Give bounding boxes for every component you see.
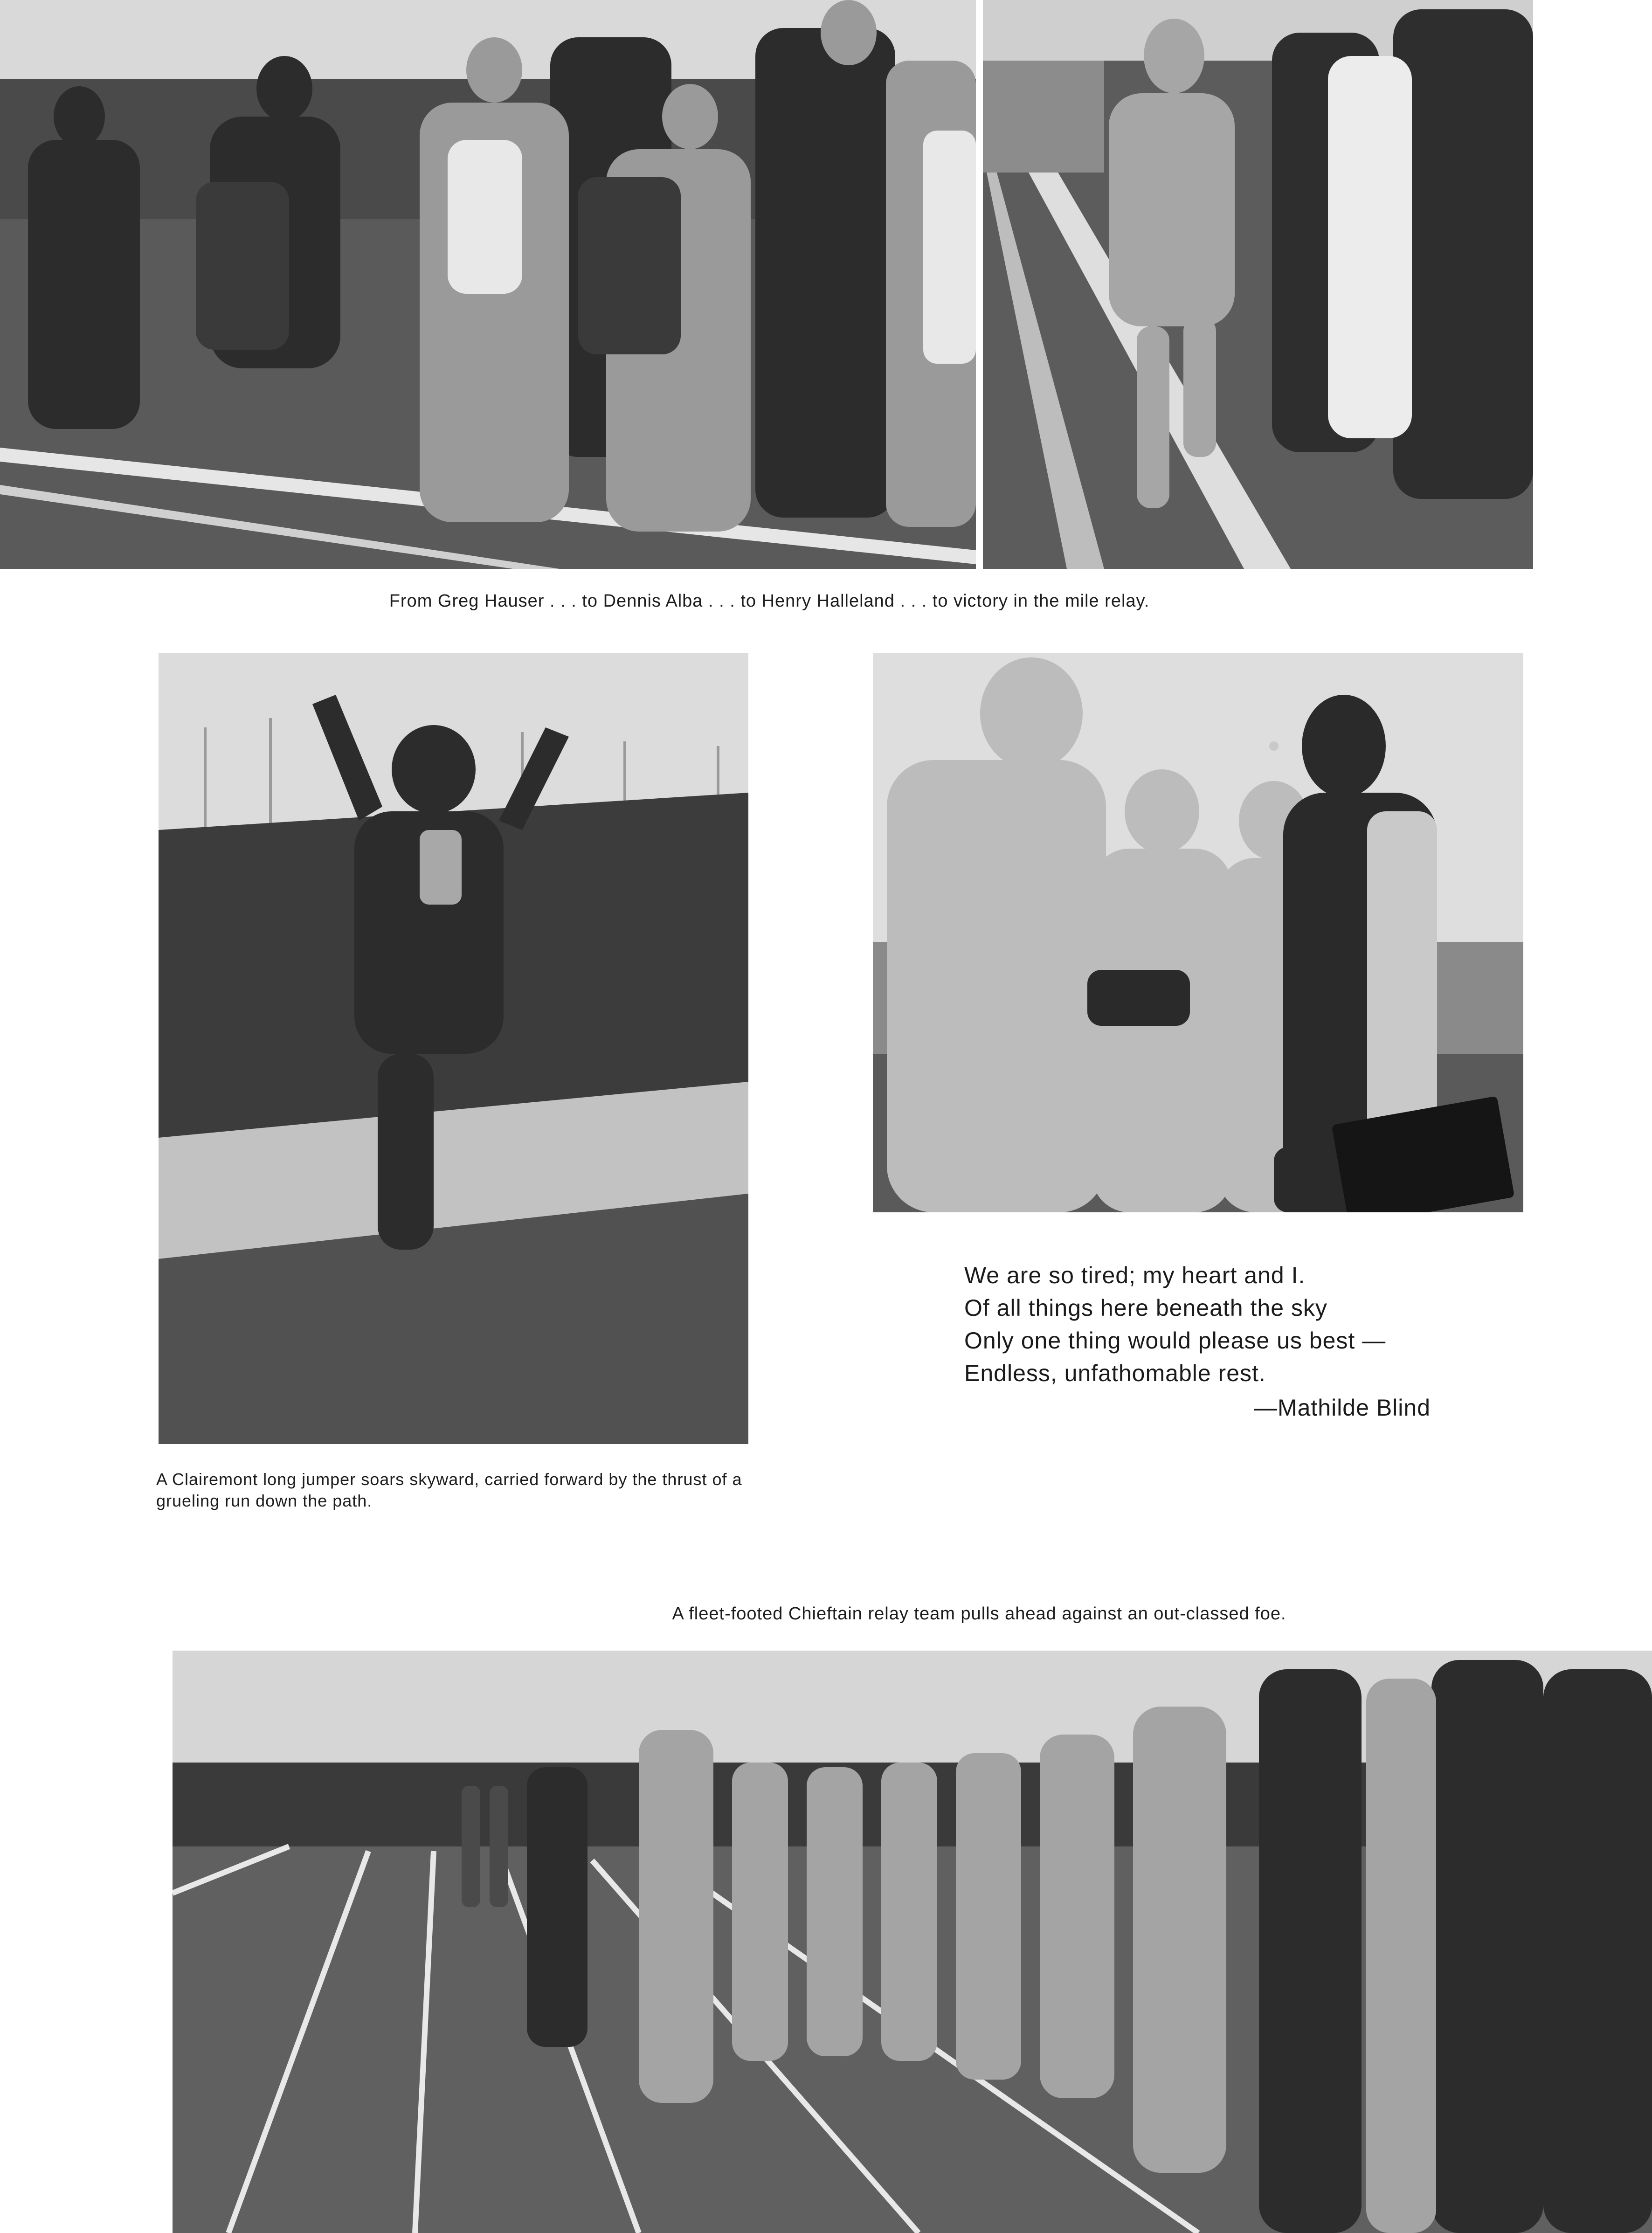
- photo-relay-team: [173, 1651, 1652, 2233]
- poem-line: Endless, unfathomable rest.: [964, 1360, 1266, 1386]
- caption-long-jumper: A Clairemont long jumper soars skyward, carried forward by the thrust of a grueling run down the path.: [156, 1470, 742, 1510]
- caption-mile-relay: From Greg Hauser . . . to Dennis Alba . . . to Henry Halleland . . . to victory in the mile relay.: [389, 591, 1150, 611]
- poem-attribution: —Mathilde Blind: [1253, 1395, 1431, 1421]
- poem-line: Of all things here beneath the sky: [964, 1295, 1327, 1321]
- photo-long-jumper: [159, 653, 748, 1444]
- poem-block: [964, 1259, 1477, 1424]
- poem-line: Only one thing would please us best —: [964, 1327, 1386, 1354]
- caption-chieftain-relay: A fleet-footed Chieftain relay team pulls ahead against an out-classed foe.: [672, 1604, 1286, 1624]
- photo-coach-timing: [873, 653, 1523, 1212]
- photo-anchor-runner: [983, 0, 1533, 569]
- photo-baton-handoff: [0, 0, 976, 569]
- poem-line: We are so tired; my heart and I.: [964, 1262, 1306, 1288]
